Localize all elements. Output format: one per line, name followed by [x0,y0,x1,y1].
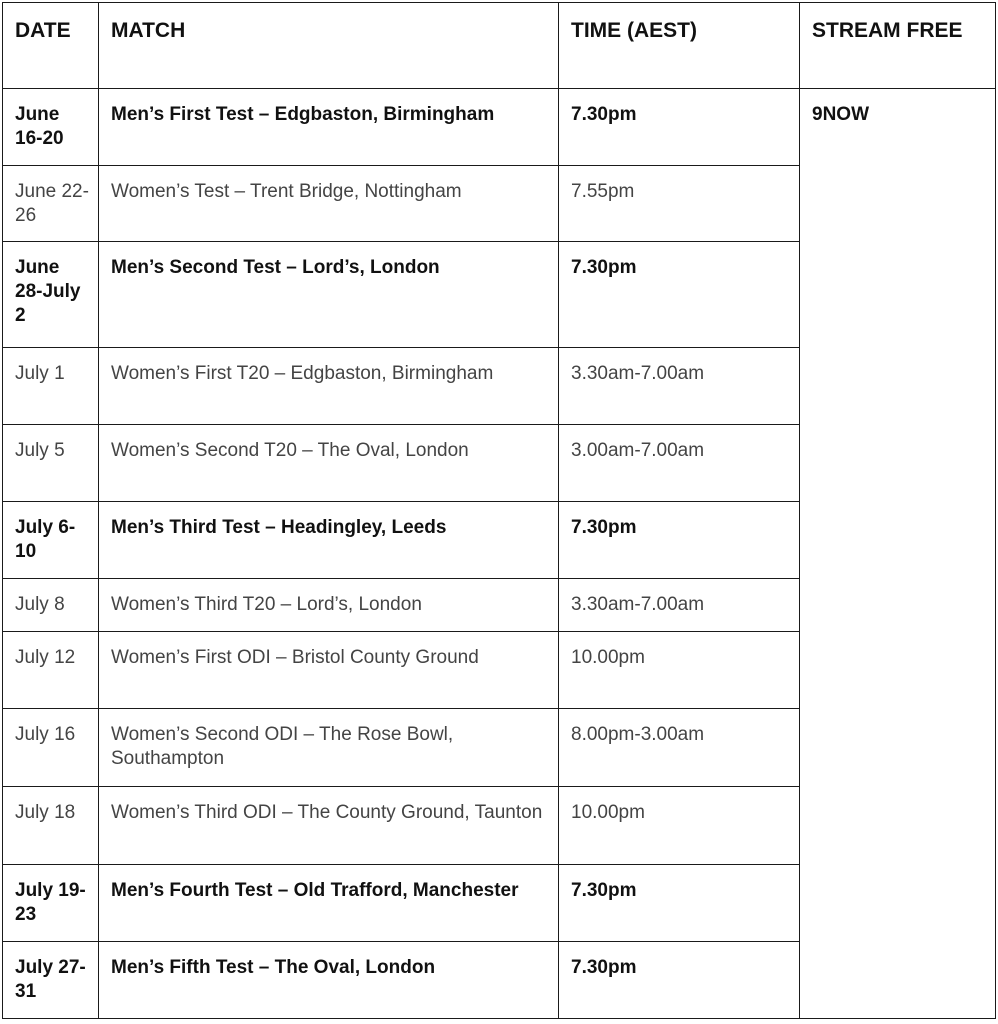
cell-match: Women’s First T20 – Edgbaston, Birmingham [99,348,559,425]
header-time: TIME (AEST) [559,3,800,89]
header-date: DATE [3,3,99,89]
cell-match: Men’s Second Test – Lord’s, London [99,242,559,348]
cell-match: Women’s Third ODI – The County Ground, Taunton [99,787,559,865]
cell-date: July 18 [3,787,99,865]
header-row [3,3,996,89]
cell-time: 7.30pm [559,502,800,579]
cell-date: July 1 [3,348,99,425]
header-match: MATCH [99,3,559,89]
cell-date: June 22-26 [3,166,99,242]
cell-time: 7.30pm [559,865,800,942]
cell-match: Men’s Fourth Test – Old Trafford, Manchester [99,865,559,942]
header-stream: STREAM FREE [800,3,996,89]
cell-time: 8.00pm-3.00am [559,709,800,787]
cell-date: July 19-23 [3,865,99,942]
cell-match: Women’s Second T20 – The Oval, London [99,425,559,502]
cell-match: Men’s Fifth Test – The Oval, London [99,942,559,1019]
cell-time: 3.00am-7.00am [559,425,800,502]
cell-date: July 12 [3,632,99,709]
cell-time: 7.30pm [559,242,800,348]
schedule-table [2,2,996,1019]
cell-time: 10.00pm [559,632,800,709]
cell-match: Women’s Third T20 – Lord’s, London [99,579,559,632]
cell-date: July 8 [3,579,99,632]
table-row [3,89,996,166]
cell-match: Men’s Third Test – Headingley, Leeds [99,502,559,579]
cell-time: 10.00pm [559,787,800,865]
cell-date: July 5 [3,425,99,502]
cell-date: June 16-20 [3,89,99,166]
cell-time: 7.55pm [559,166,800,242]
cell-match: Women’s Test – Trent Bridge, Nottingham [99,166,559,242]
cell-match: Men’s First Test – Edgbaston, Birmingham [99,89,559,166]
cell-date: June 28-July 2 [3,242,99,348]
cell-time: 3.30am-7.00am [559,579,800,632]
cell-date: July 27-31 [3,942,99,1019]
cell-time: 7.30pm [559,942,800,1019]
cell-match: Women’s Second ODI – The Rose Bowl, Southampton [99,709,559,787]
cell-date: July 16 [3,709,99,787]
schedule-body [3,89,996,1019]
cell-date: July 6-10 [3,502,99,579]
cell-match: Women’s First ODI – Bristol County Ground [99,632,559,709]
cell-stream: 9NOW [800,89,996,1019]
cell-time: 7.30pm [559,89,800,166]
cell-time: 3.30am-7.00am [559,348,800,425]
